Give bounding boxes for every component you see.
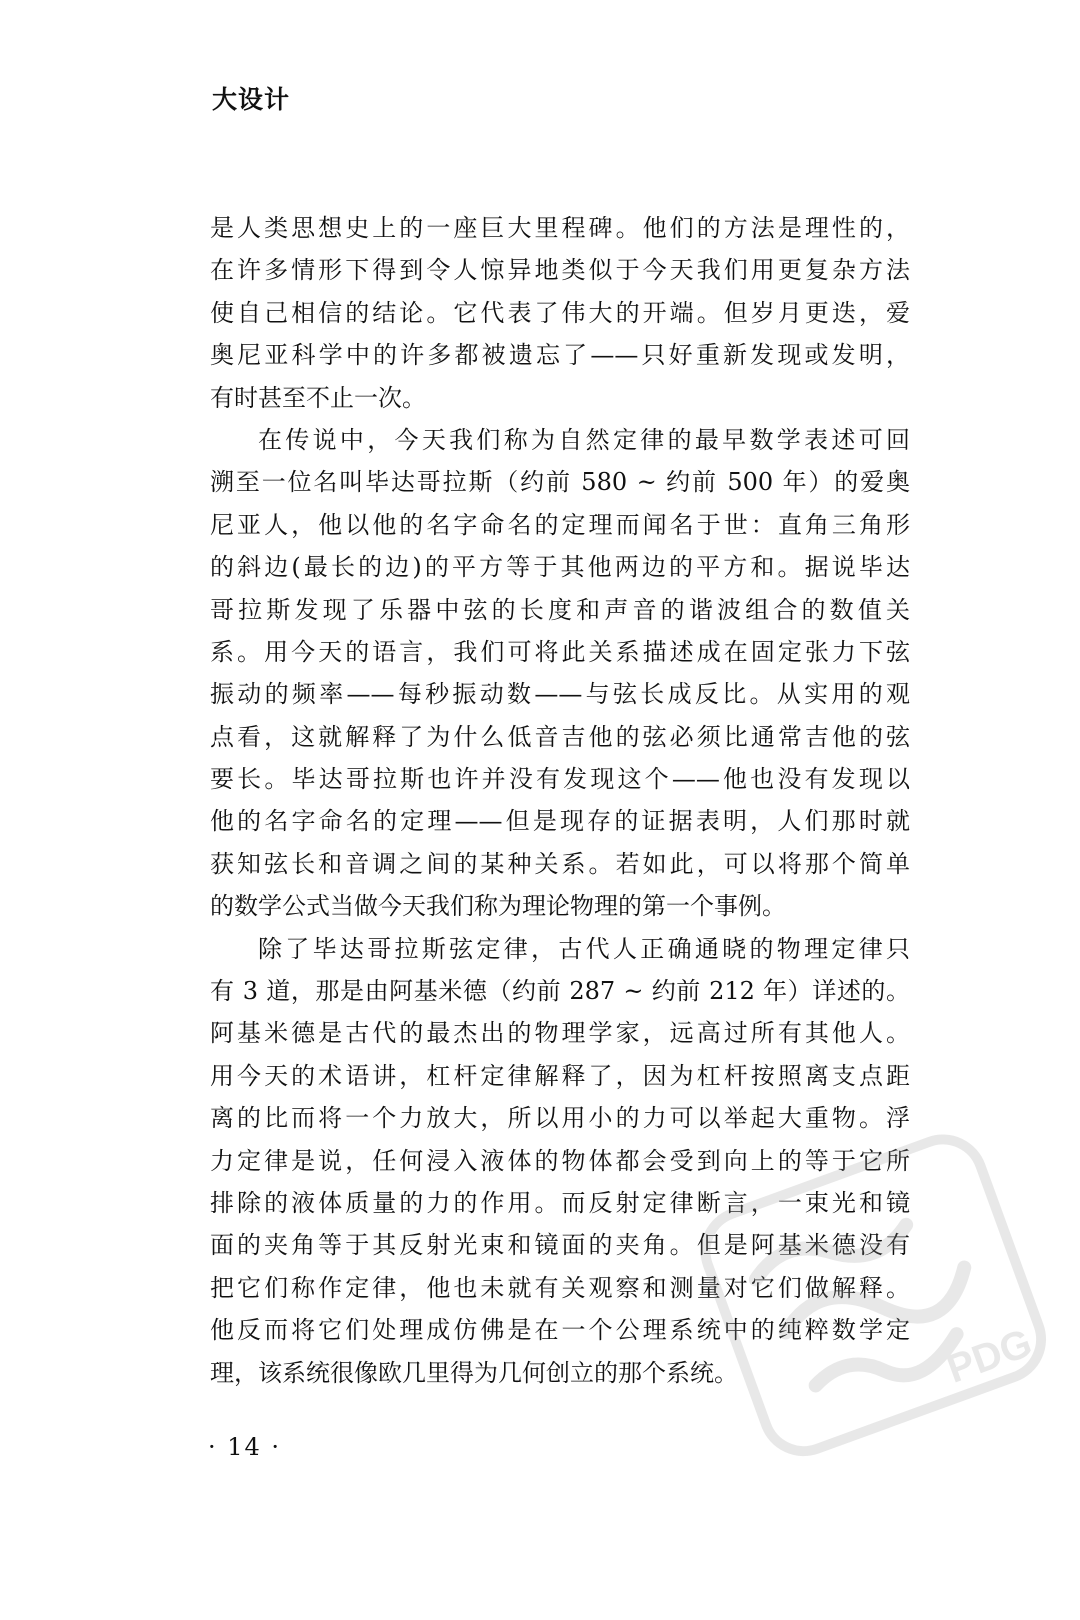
text-line: 的数学公式当做今天我们称为理论物理的第一个事例。 bbox=[210, 892, 786, 921]
text-line: 除了毕达哥拉斯弦定律，古代人正确通晓的物理定律只 bbox=[258, 934, 910, 963]
text-line: 把它们称作定律，他也未就有关观察和测量对它们做解释。 bbox=[210, 1273, 910, 1302]
text-line: 面的夹角等于其反射光束和镜面的夹角。但是阿基米德没有 bbox=[210, 1231, 910, 1260]
text-line: 是人类思想史上的一座巨大里程碑。他们的方法是理性的， bbox=[210, 214, 910, 242]
text-line: 力定律是说，任何浸入液体的物体都会受到向上的等于它所 bbox=[210, 1146, 910, 1175]
text-line: 振动的频率——每秒振动数——与弦长成反比。从实用的观 bbox=[210, 680, 910, 709]
text-line: 他的名字命名的定理——但是现存的证据表明，人们那时就 bbox=[210, 807, 910, 836]
text-line: 有 3 道，那是由阿基米德（约前 287 ~ 约前 212 年）详述的。 bbox=[210, 977, 910, 1006]
text-line: 溯至一位名叫毕达哥拉斯（约前 580 ~ 约前 500 年）的爱奥 bbox=[210, 468, 910, 497]
text-line: 要长。毕达哥拉斯也许并没有发现这个——他也没有发现以 bbox=[210, 765, 910, 794]
running-header-title: 大设计 bbox=[212, 85, 291, 114]
text-line: 点看，这就解释了为什么低音吉他的弦必须比通常吉他的弦 bbox=[210, 722, 910, 751]
page-number: · 14 · bbox=[208, 1433, 282, 1461]
body-text bbox=[210, 207, 910, 1394]
text-line: 排除的液体质量的力的作用。而反射定律断言，一束光和镜 bbox=[210, 1188, 910, 1217]
text-line: 阿基米德是古代的最杰出的物理学家，远高过所有其他人。 bbox=[210, 1019, 910, 1048]
text-line: 离的比而将一个力放大，所以用小的力可以举起大重物。浮 bbox=[210, 1104, 910, 1133]
text-line: 用今天的术语讲，杠杆定律解释了，因为杠杆按照离支点距 bbox=[210, 1061, 910, 1090]
watermark-pdg-label: PDG bbox=[941, 1320, 1038, 1392]
text-line: 系。用今天的语言，我们可将此关系描述成在固定张力下弦 bbox=[210, 637, 910, 666]
text-line: 在传说中，今天我们称为自然定律的最早数学表述可回 bbox=[258, 425, 910, 454]
text-line: 哥拉斯发现了乐器中弦的长度和声音的谐波组合的数值关 bbox=[210, 595, 910, 624]
text-line: 使自己相信的结论。它代表了伟大的开端。但岁月更迭，爱 bbox=[210, 298, 910, 327]
text-line: 在许多情形下得到令人惊异地类似于今天我们用更复杂方法 bbox=[210, 256, 910, 285]
text-line: 有时甚至不止一次。 bbox=[210, 383, 426, 412]
text-line: 奥尼亚科学中的许多都被遗忘了——只好重新发现或发明， bbox=[210, 341, 910, 370]
text-line: 他反而将它们处理成仿佛是在一个公理系统中的纯粹数学定 bbox=[210, 1316, 910, 1345]
text-line: 理，该系统很像欧几里得为几何创立的那个系统。 bbox=[210, 1358, 738, 1387]
text-line: 尼亚人，他以他的名字命名的定理而闻名于世：直角三角形 bbox=[210, 510, 910, 539]
text-line: 获知弦长和音调之间的某种关系。若如此，可以将那个简单 bbox=[210, 849, 910, 878]
text-line: 的斜边(最长的边)的平方等于其他两边的平方和。据说毕达 bbox=[210, 553, 910, 582]
